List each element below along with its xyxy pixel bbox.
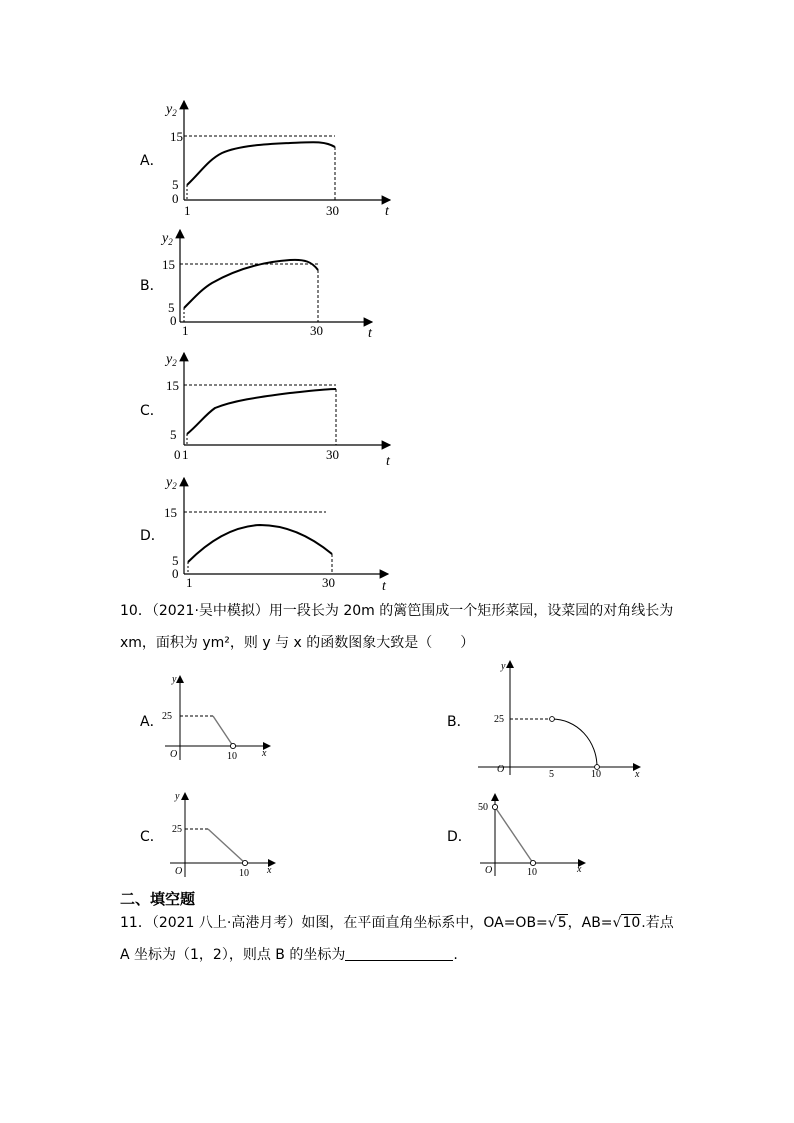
svg-text:0: 0	[172, 566, 179, 581]
svg-text:y: y	[172, 674, 177, 685]
svg-text:x: x	[267, 865, 272, 876]
svg-text:O: O	[175, 866, 183, 877]
origin-label: 0	[172, 191, 179, 206]
svg-text:50: 50	[478, 802, 488, 813]
svg-text:1: 1	[182, 447, 189, 462]
svg-text:25: 25	[494, 714, 504, 725]
option-d-label: D．	[140, 528, 165, 544]
q10-option-a-label: A．	[140, 714, 164, 730]
answer-blank[interactable]	[345, 946, 453, 961]
svg-text:30: 30	[310, 323, 323, 338]
svg-text:25: 25	[162, 711, 172, 722]
option-a-label: A．	[140, 153, 164, 169]
svg-text:15: 15	[162, 257, 175, 272]
svg-text:15: 15	[166, 378, 179, 393]
svg-text:t: t	[386, 454, 390, 469]
q10-option-d-label: D．	[447, 829, 472, 845]
q9-graph-a	[160, 95, 400, 220]
q11-line2: A 坐标为（1，2），则点 B 的坐标为 .	[120, 947, 458, 963]
svg-text:y2: $y_2$	[166, 352, 177, 368]
option-c-label: C．	[140, 403, 164, 419]
tick-15: 15	[170, 129, 183, 144]
svg-text:1: 1	[182, 323, 189, 338]
q10-graph-a	[160, 668, 280, 768]
svg-text:10: 10	[591, 769, 601, 780]
svg-text:y: y	[175, 791, 180, 802]
svg-text:0: 0	[170, 313, 177, 328]
svg-text:15: 15	[164, 505, 177, 520]
svg-text:y2: $y_2$	[162, 231, 173, 247]
svg-text:10: 10	[239, 868, 249, 879]
section-title: 二、填空题	[120, 890, 196, 908]
option-b-label: B．	[140, 278, 164, 294]
q9-graph-b	[150, 222, 390, 347]
q10-line2: xm，面积为 ym²，则 y 与 x 的函数图象大致是（ ）	[120, 635, 475, 651]
svg-text:30: 30	[326, 447, 339, 462]
svg-text:t: t	[368, 326, 372, 341]
q9-graph-c	[160, 345, 400, 470]
y-axis-label: $y_2$	[166, 102, 177, 118]
svg-text:5: 5	[172, 553, 179, 568]
tick-5: 5	[172, 177, 179, 192]
q10-option-c-label: C．	[140, 829, 164, 845]
svg-text:x: x	[262, 748, 267, 759]
svg-text:x: x	[577, 864, 582, 875]
svg-text:t: t	[382, 579, 386, 594]
q9-graph-d	[160, 470, 400, 595]
svg-text:5: 5	[549, 769, 554, 780]
q10-option-b-label: B．	[447, 714, 471, 730]
svg-text:0: 0	[174, 447, 181, 462]
svg-text:5: 5	[168, 300, 175, 315]
svg-text:1: 1	[186, 575, 193, 590]
svg-text:25: 25	[172, 824, 182, 835]
svg-text:5: 5	[170, 427, 177, 442]
svg-text:y2: $y_2$	[166, 475, 177, 491]
svg-text:O: O	[497, 764, 505, 775]
svg-text:10: 10	[227, 751, 237, 762]
q10-graph-b	[478, 655, 648, 780]
tick-30: 30	[326, 203, 339, 218]
svg-text:O: O	[170, 749, 178, 760]
q10-graph-d	[475, 788, 595, 888]
svg-text:O: O	[485, 865, 493, 876]
x-axis-label: t	[385, 204, 389, 219]
q10-line1: 10．（2021·吴中模拟）用一段长为 20m 的篱笆围成一个矩形菜园，设菜园的对角线长为	[120, 603, 674, 619]
svg-text:x: x	[635, 769, 640, 780]
curve	[187, 142, 335, 185]
tick-1: 1	[184, 203, 191, 218]
svg-text:30: 30	[322, 575, 335, 590]
q11-line1: 11．（2021 八上·高港月考）如图，在平面直角坐标系中，OA=OB=√5，AB=√10.若点	[120, 915, 674, 931]
svg-text:y: y	[501, 661, 506, 672]
svg-text:10: 10	[527, 867, 537, 878]
q10-graph-c	[165, 785, 285, 885]
